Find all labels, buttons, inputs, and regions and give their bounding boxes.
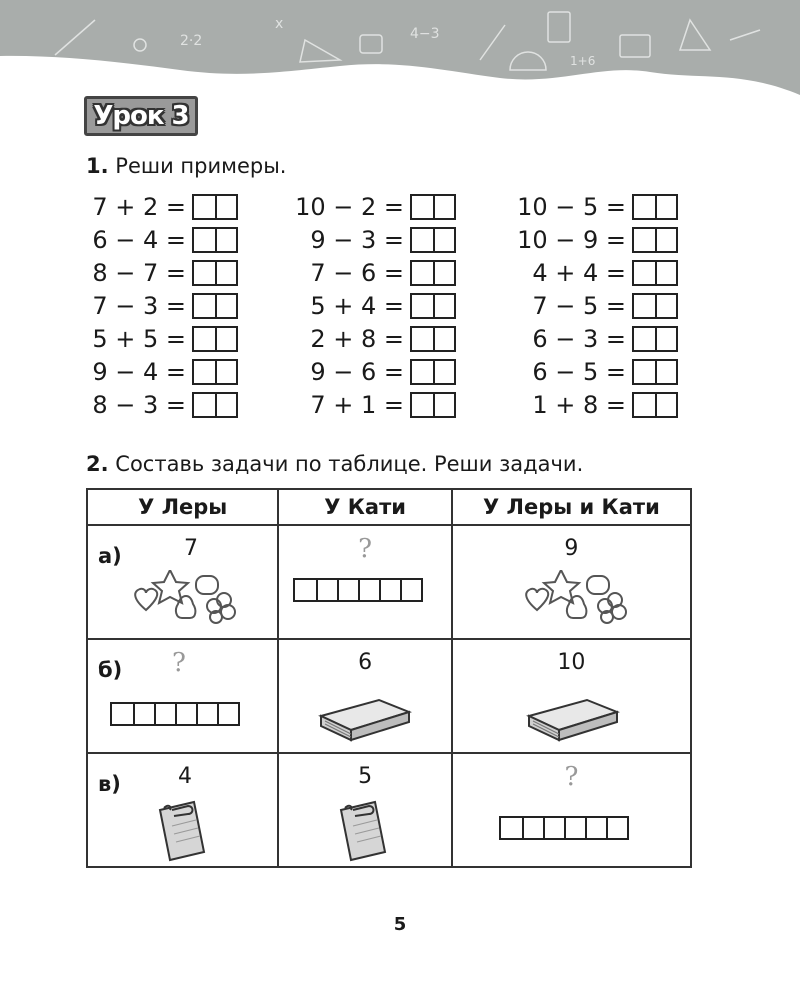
page-number: 5 [393,914,407,935]
row-label: а) [98,544,122,568]
exercise-row [290,388,456,421]
exercise-row [290,355,456,388]
cell-value: 5 [358,764,373,789]
exercise-expression: 9 − 6 = [310,357,404,386]
exercise-row [290,190,456,223]
answer-boxes[interactable] [632,359,678,385]
exercise-row [86,355,238,388]
exercise-expression: 4 + 4 = [532,258,626,287]
exercise-expression: 6 − 4 = [92,225,186,254]
exercise-expression: 5 + 4 = [310,291,404,320]
answer-boxes[interactable] [632,260,678,286]
svg-text:1+6: 1+6 [570,54,596,68]
cell-value: 10 [557,650,586,675]
exercise-expression: 10 − 5 = [517,192,626,221]
answer-boxes[interactable] [632,227,678,253]
cell-a-total [452,525,691,639]
exercise-row [510,322,678,355]
notebook-icon [154,798,210,862]
answer-boxes[interactable] [632,392,678,418]
exercise-row [86,289,238,322]
exercise-expression: 7 + 2 = [92,192,186,221]
exercise-row [290,223,456,256]
exercise-row [510,355,678,388]
answer-boxes[interactable] [410,359,456,385]
lesson-title: Урок 3 [93,101,189,131]
book-icon [317,690,413,744]
exercise-expression: 2 + 8 = [310,324,404,353]
answer-boxes[interactable] [410,260,456,286]
exercise-row [510,256,678,289]
cell-value: 4 [178,764,192,789]
row-label: в) [98,772,121,796]
answer-strip[interactable] [110,702,240,726]
exercise-column-1 [86,190,238,421]
svg-text:x: x [275,16,284,32]
task2-text: Составь задачи по таблице. Реши задачи. [115,452,584,476]
exercise-row [510,223,678,256]
svg-text:2·2: 2·2 [180,33,203,49]
book-icon [525,690,621,744]
cell-b-katya [278,639,451,753]
exercise-row [510,289,678,322]
answer-boxes[interactable] [410,326,456,352]
exercise-expression: 7 − 6 = [310,258,404,287]
exercise-expression: 6 − 5 = [532,357,626,386]
notebook-icon [335,798,391,862]
exercise-expression: 7 + 1 = [310,390,404,419]
cell-c-katya [278,753,451,867]
answer-boxes[interactable] [410,293,456,319]
task1-number: 1. [86,154,109,178]
cookie-cutters-icon [124,570,244,626]
exercise-row [510,190,678,223]
header-lera-and-katya: У Леры и Кати [452,489,691,525]
exercise-row [86,388,238,421]
table-row-c [87,753,691,867]
exercise-expression: 7 − 5 = [532,291,626,320]
exercise-expression: 9 − 3 = [310,225,404,254]
answer-boxes[interactable] [192,227,238,253]
cell-c-lera [87,753,278,867]
answer-strip[interactable] [499,816,629,840]
cell-b-total [452,639,691,753]
answer-boxes[interactable] [632,293,678,319]
row-label: б) [98,658,123,682]
cell-value: 6 [358,650,373,675]
answer-boxes[interactable] [192,260,238,286]
answer-boxes[interactable] [410,227,456,253]
cookie-cutters-icon [515,570,635,626]
answer-boxes[interactable] [632,326,678,352]
answer-boxes[interactable] [192,392,238,418]
cell-a-lera [87,525,278,639]
exercise-row [86,190,238,223]
exercise-expression: 1 + 8 = [532,390,626,419]
svg-text:4−3: 4−3 [410,26,440,42]
exercise-row [290,289,456,322]
exercise-column-3 [510,190,678,421]
exercise-row [86,322,238,355]
answer-boxes[interactable] [192,326,238,352]
cell-value: 9 [564,536,579,561]
answer-boxes[interactable] [632,194,678,220]
task1-text: Реши примеры. [115,154,287,178]
exercise-row [290,256,456,289]
task1-heading [86,154,286,178]
task2-number: 2. [86,452,109,476]
exercise-expression: 6 − 3 = [532,324,626,353]
exercise-expression: 9 − 4 = [92,357,186,386]
question-mark: ? [358,534,373,564]
exercise-row [86,223,238,256]
answer-boxes[interactable] [192,293,238,319]
table-header-row [87,489,691,525]
question-mark: ? [564,762,579,792]
exercise-expression: 7 − 3 = [92,291,186,320]
task2-table [86,488,692,868]
exercise-expression: 10 − 2 = [295,192,404,221]
answer-boxes[interactable] [192,359,238,385]
answer-boxes[interactable] [410,194,456,220]
exercise-expression: 8 − 3 = [92,390,186,419]
exercise-expression: 10 − 9 = [517,225,626,254]
header-katya: У Кати [278,489,451,525]
lesson-badge [78,92,208,142]
answer-boxes[interactable] [192,194,238,220]
header-lera: У Леры [87,489,278,525]
answer-strip[interactable] [293,578,423,602]
exercise-column-2 [290,190,456,421]
cell-value: 7 [184,536,198,561]
cell-c-total [452,753,691,867]
cell-a-katya [278,525,451,639]
answer-boxes[interactable] [410,392,456,418]
task2-heading [86,452,583,476]
question-mark: ? [172,648,186,678]
cell-b-lera [87,639,278,753]
table-row-b [87,639,691,753]
exercise-row [290,322,456,355]
exercise-expression: 8 − 7 = [92,258,186,287]
exercise-expression: 5 + 5 = [92,324,186,353]
exercise-row [86,256,238,289]
table-row-a [87,525,691,639]
exercise-row [510,388,678,421]
